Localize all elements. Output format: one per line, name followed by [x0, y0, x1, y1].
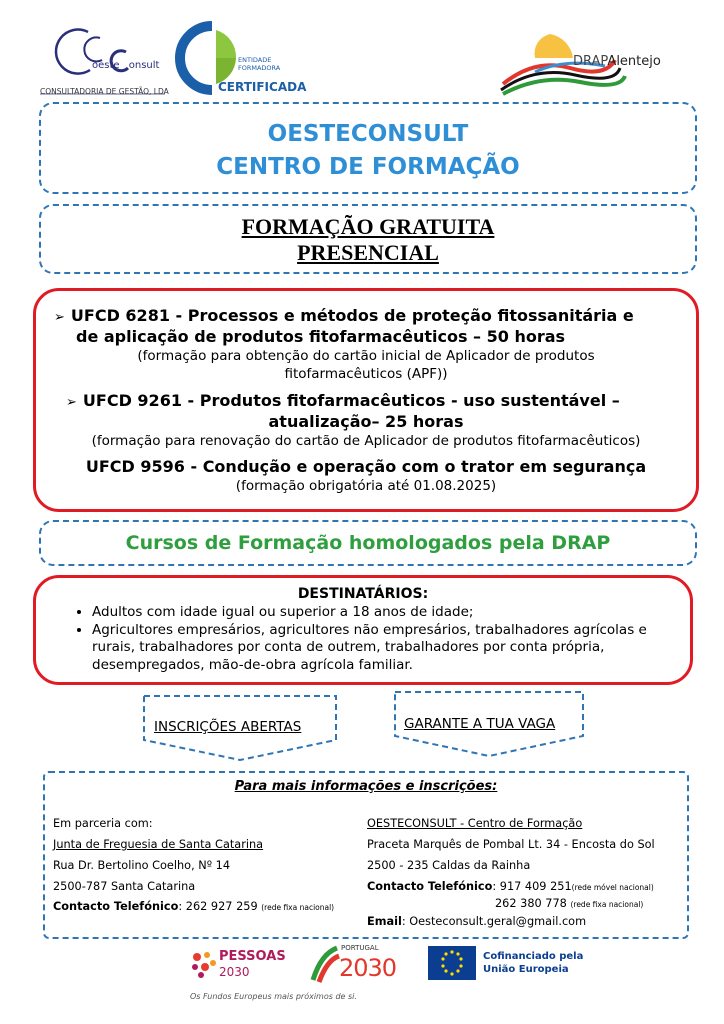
- drap-banner-text: Cursos de Formação homologados pela DRAP: [125, 532, 611, 554]
- dgert-certified: CERTIFICADA: [218, 80, 307, 94]
- dgert-badge-text: DGERT: [195, 42, 204, 70]
- oeste-postal: 2500 - 235 Caldas da Rainha: [367, 859, 531, 872]
- course-3-note1: (formação obrigatória até 01.08.2025): [235, 478, 497, 494]
- partner-address: Rua Dr. Bertolino Coelho, Nº 14: [53, 859, 231, 872]
- destinatarios-box: [33, 575, 693, 685]
- dgert-line2: FORMADORA: [238, 64, 281, 72]
- partner-contact-label: Contacto Telefónico: [53, 900, 179, 913]
- pessoas-2030-logo: [185, 945, 285, 985]
- partner-phone-note: (rede fixa nacional): [261, 903, 335, 912]
- course-1-note1: (formação para obtenção do cartão inicial de Aplicador de produtos: [137, 348, 595, 364]
- course-1-line1: UFCD 6281 - Processos e métodos de proteção fitossanitária e: [70, 306, 634, 325]
- portugal-text: PORTUGAL: [341, 944, 379, 952]
- course-1: [54, 305, 634, 328]
- oesteconsult-logo: [40, 20, 180, 100]
- inscricoes-label: INSCRIÇÕES ABERTAS: [154, 719, 302, 735]
- pessoas-dots-icon: [189, 949, 219, 979]
- oeste-phone-mobile-note: (rede móvel nacional): [571, 883, 654, 892]
- partner-label: Em parceria com:: [53, 817, 153, 830]
- oeste-email-row: [367, 915, 586, 929]
- oeste-phone-fixed-note: (rede fixa nacional): [570, 900, 644, 909]
- eu-line2: União Europeia: [483, 964, 569, 975]
- oeste-brand-text: oeste: [92, 60, 120, 71]
- oeste-contact-label: Contacto Telefónico: [367, 880, 493, 893]
- oeste-name: OESTECONSULT - Centro de Formação: [367, 817, 583, 830]
- course-2-line1: UFCD 9261 - Produtos fitofarmacêuticos - uso sustentável –: [82, 391, 620, 410]
- course-2: [66, 390, 620, 413]
- course-1-line2: de aplicação de produtos fitofarmacêuticos – 50 horas: [76, 327, 566, 346]
- courses-box: [33, 288, 699, 512]
- course-2-note1: (formação para renovação do cartão de Aplicador de produtos fitofarmacêuticos): [91, 433, 641, 449]
- pessoas-year: 2030: [219, 965, 250, 979]
- org-name: OESTECONSULT: [267, 121, 469, 147]
- course-2-line2: atualização– 25 horas: [268, 412, 464, 431]
- arrow-bullet-icon: ➢: [66, 395, 77, 410]
- footer-tagline: Os Fundos Europeus mais próximos de si.: [190, 992, 357, 1001]
- arrow-bullet-icon: ➢: [54, 310, 65, 325]
- portugal-year: 2030: [339, 954, 397, 982]
- partner-postal: 2500-787 Santa Catarina: [53, 880, 196, 893]
- oeste-phone-fixed-row: [495, 897, 643, 912]
- drap-alentejo-logo: [495, 28, 680, 98]
- formacao-line1: FORMAÇÃO GRATUITA: [241, 214, 495, 239]
- alentejo-text: Alentejo: [607, 54, 661, 69]
- dgert-line1: ENTIDADE: [238, 56, 272, 64]
- pessoas-text: PESSOAS: [219, 949, 286, 964]
- inscricoes-tag: [142, 694, 338, 762]
- org-subtitle: CENTRO DE FORMAÇÃO: [216, 154, 520, 180]
- info-title: Para mais informações e inscrições:: [234, 779, 498, 794]
- oeste-phone-fixed: 262 380 778: [495, 897, 567, 910]
- portugal-flag-icon: [307, 944, 341, 984]
- oeste-phone-mobile: : 917 409 251: [492, 880, 572, 893]
- oeste-contact: [367, 880, 654, 895]
- eu-flag-icon: [428, 946, 476, 980]
- dgert-logo: [172, 18, 307, 98]
- oeste-address: Praceta Marquês de Pombal Lt. 34 - Encosta do Sol: [367, 838, 655, 851]
- title-box: [39, 102, 697, 194]
- oeste-tagline: CONSULTADORIA DE GESTÃO, LDA: [40, 87, 169, 96]
- destinatario-item: • Agricultores empresários, agricultores não empresários, trabalhadores agrícolas e rurais, trabalhadores por conta de outrem, trabalhadores por conta própria, desempregados, mão-de-obra agrícola familiar.: [92, 622, 682, 675]
- eu-line1: Cofinanciado pela: [483, 951, 584, 962]
- partner-name: Junta de Freguesia de Santa Catarina: [53, 838, 264, 851]
- oeste-brand-text-2: onsult: [128, 60, 160, 71]
- drap-banner-box: [39, 520, 697, 566]
- partner-phone: : 262 927 259: [178, 900, 258, 913]
- email-label: Email: [367, 915, 402, 928]
- destinatarios-title: DESTINATÁRIOS:: [297, 586, 429, 602]
- partner-contact: [53, 900, 334, 915]
- garante-tag: [393, 690, 585, 758]
- eu-cofinanced-logo: [428, 944, 588, 982]
- destinatario-item: • Adultos com idade igual ou superior a 18 anos de idade;: [92, 604, 682, 622]
- drap-text: DRAP: [573, 54, 608, 69]
- course-3-line1: UFCD 9596 - Condução e operação com o trator em segurança: [85, 457, 647, 476]
- portugal-2030-logo: [305, 942, 405, 986]
- info-box: [43, 771, 689, 939]
- email-value[interactable]: : Oesteconsult.geral@gmail.com: [401, 915, 587, 928]
- garante-label: GARANTE A TUA VAGA: [404, 716, 556, 732]
- course-1-note2: fitofarmacêuticos (APF)): [284, 366, 448, 382]
- formacao-box: [39, 204, 697, 274]
- destinatarios-list: [72, 604, 682, 674]
- formacao-line2: PRESENCIAL: [297, 240, 439, 265]
